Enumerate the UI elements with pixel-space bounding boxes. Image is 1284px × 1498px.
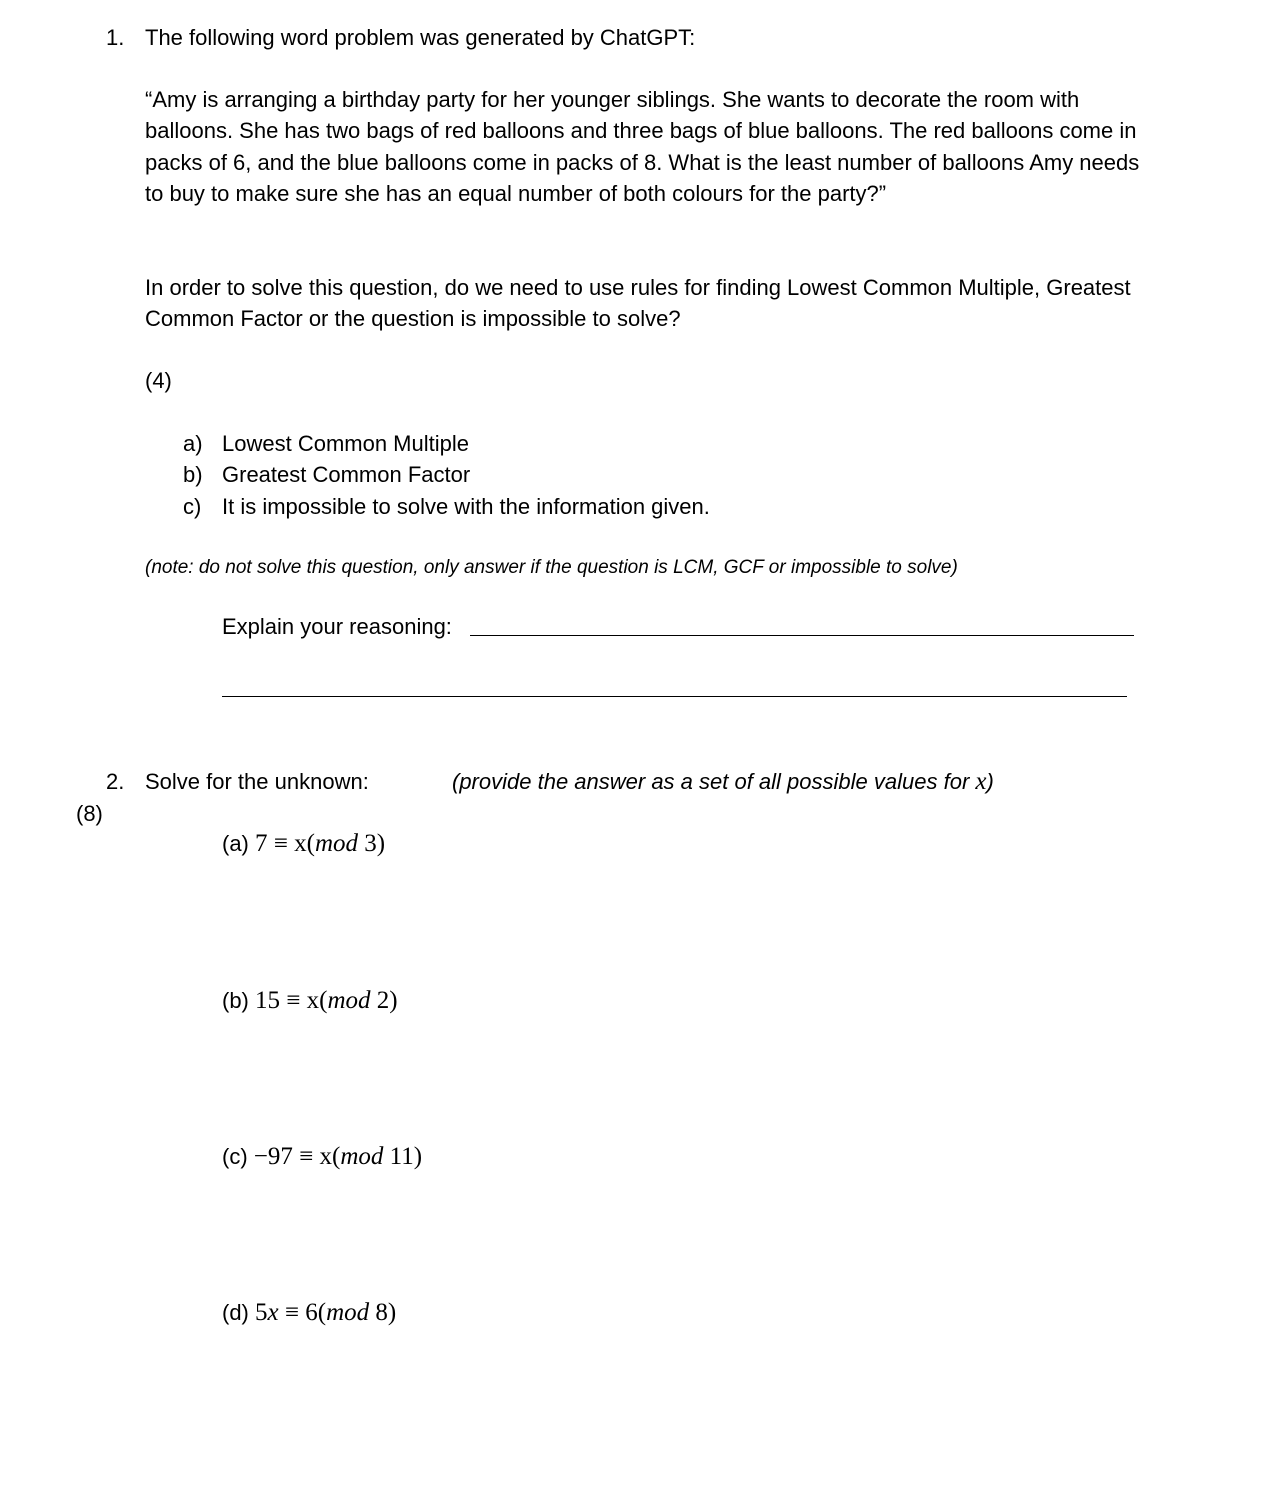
question-1-marks: (4) [145,368,172,393]
question-1-note: (note: do not solve this question, only answer if the question is LCM, GCF or impossible to solve) [145,557,958,578]
option-c-letter: c) [183,494,202,519]
part-b [222,985,398,1016]
instruction-text: (provide the answer as a set of all possible values for [452,769,970,794]
question-2-marks: (8) [76,801,103,826]
part-b-label: (b) [222,988,249,1013]
part-c-equation: −97 ≡ x(mod 11) [253,1143,423,1170]
explain-label: Explain your reasoning: [222,614,452,639]
option-b-text: Greatest Common Factor [222,462,471,487]
part-d-label: (d) [222,1300,249,1325]
option-a-text: Lowest Common Multiple [222,431,469,456]
instruction-close: ) [986,769,994,794]
option-a-letter: a) [183,431,203,456]
part-c-label: (c) [222,1144,248,1169]
part-b-equation: 15 ≡ x(mod 2) [255,987,398,1014]
option-b-letter: b) [183,462,203,487]
part-d-equation: 5x ≡ 6(mod 8) [255,1299,397,1326]
question-2-instruction [452,766,994,797]
answer-line-2[interactable] [222,696,1127,697]
question-2-number: 2. [106,769,125,794]
part-a-equation: 7 ≡ x(mod 3) [255,830,386,857]
instruction-variable: x [975,768,987,795]
word-problem-quote: “Amy is arranging a birthday party for her younger siblings. She wants to decorate the room with balloons. She has two bags of red balloons and three bags of blue balloons. The red balloons come in packs of 6, and the blue balloons come in packs of 8. What is the least number of balloons Amy needs to buy to make sure she has an equal number of both colours for the party?” [145,87,1140,206]
question-1-heading: The following word problem was generated by ChatGPT: [145,25,696,50]
question-1-prompt: In order to solve this question, do we need to use rules for finding Lowest Common Multiple, Greatest Common Factor or the question is impossible to solve? [145,275,1131,332]
part-c [222,1141,422,1172]
question-1-number: 1. [106,25,125,50]
answer-line-1[interactable] [470,635,1134,636]
option-c-text: It is impossible to solve with the information given. [222,494,710,519]
part-a-label: (a) [222,831,249,856]
part-a [222,828,385,859]
part-d [222,1297,396,1328]
question-2-heading: Solve for the unknown: [145,769,369,794]
